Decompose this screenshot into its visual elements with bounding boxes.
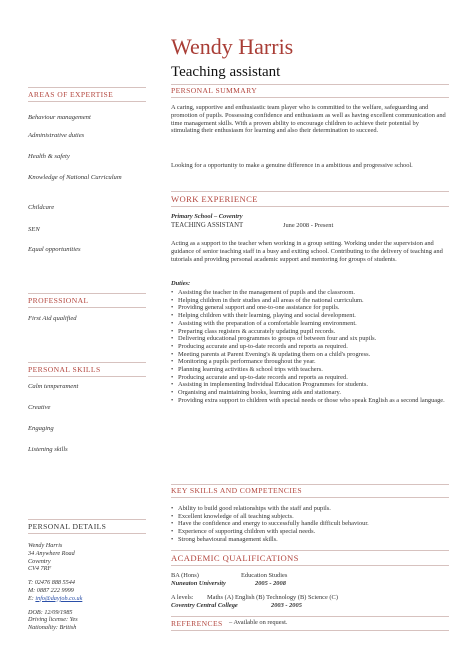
- divider: [28, 362, 146, 363]
- employment-dates: June 2008 - Present: [283, 222, 334, 229]
- email-label: E:: [28, 594, 36, 602]
- key-skills-heading: KEY SKILLS AND COMPETENCIES: [171, 486, 302, 495]
- email-link[interactable]: info@dayjob.co.uk: [35, 594, 83, 602]
- divider: [171, 191, 449, 192]
- list-item: • Preparing class registers & accurately updating pupil records.: [171, 328, 449, 336]
- skill-item: Calm temperament: [28, 383, 79, 390]
- expertise-item: Administrative duties: [28, 132, 85, 139]
- skill-item: Listening skills: [28, 446, 68, 453]
- detail-nationality: Nationality: British: [28, 624, 77, 632]
- position: TEACHING ASSISTANT: [171, 222, 244, 229]
- detail-licence: Driving license: Yes: [28, 616, 78, 624]
- duties-label: Duties:: [171, 280, 191, 287]
- expertise-item: Childcare: [28, 204, 55, 211]
- skill-item: Engaging: [28, 425, 54, 432]
- list-item: • Assisting the teacher in the management of pupils and the classroom.: [171, 289, 449, 297]
- job-title: Teaching assistant: [171, 64, 281, 80]
- list-item: • Producing accurate and up-to-date records and reports as required.: [171, 343, 449, 351]
- divider: [28, 519, 146, 520]
- divider: [171, 84, 449, 85]
- candidate-name: Wendy Harris: [171, 34, 294, 59]
- list-item: • Assisting with the preparation of a comfortable learning environment.: [171, 320, 449, 328]
- expertise-item: Health & safety: [28, 153, 70, 160]
- divider: [171, 97, 449, 98]
- detail-postcode: CV4 7RF: [28, 565, 52, 573]
- details-heading: PERSONAL DETAILS: [28, 522, 107, 531]
- list-item: • Providing extra support to children with special needs or those who speak English as a second language.: [171, 397, 449, 405]
- detail-address-line: Coventry: [28, 557, 51, 565]
- professional-heading: PROFESSIONAL: [28, 296, 89, 305]
- divider: [28, 101, 146, 102]
- summary-paragraph: A caring, supportive and enthusiastic team player who is committed to the welfare, safeguarding and promotion of pupils. Possessing confidence and enthusiasm as well as having excellent communication and time management skills. With a proven ability to encourage children to achieve their potential by stimulating their enthusiasm for learning and also their determination to succeed.: [171, 104, 446, 135]
- expertise-item: SEN: [28, 226, 40, 233]
- references-heading: REFERENCES: [171, 619, 223, 628]
- detail-address-line: 34 Anywhere Road: [28, 549, 75, 557]
- list-item: • Providing general support and one-to-one assistance for pupils.: [171, 304, 449, 312]
- divider: [28, 376, 146, 377]
- divider: [171, 550, 449, 551]
- key-skills-list: [171, 505, 449, 544]
- list-item: • Planning learning activities & school trips with teachers.: [171, 366, 449, 374]
- detail-dob: DOB: 12/09/1985: [28, 608, 73, 616]
- expertise-item: Knowledge of National Curriculum: [28, 174, 122, 181]
- list-item: • Organising and maintaining books, learning aids and stationary.: [171, 389, 449, 397]
- divider: [171, 565, 449, 566]
- divider: [171, 616, 449, 617]
- list-item: • Experience of supporting children with special needs.: [171, 528, 449, 536]
- degree-subject: Education Studies: [241, 572, 288, 579]
- summary-heading: PERSONAL SUMMARY: [171, 86, 258, 95]
- divider: [28, 533, 146, 534]
- college: Coventry Central College: [171, 602, 238, 609]
- professional-item: First Aid qualified: [28, 315, 77, 322]
- qualifications-heading: ACADEMIC QUALIFICATIONS: [171, 553, 299, 563]
- list-item: • Have the confidence and energy to successfully handle difficult behaviour.: [171, 520, 449, 528]
- detail-email: [28, 595, 146, 603]
- personal-details: [28, 542, 146, 632]
- expertise-item: Equal opportunities: [28, 246, 81, 253]
- detail-mobile: M: 0887 222 9999: [28, 586, 74, 594]
- duties-list: [171, 289, 449, 405]
- divider: [171, 484, 449, 485]
- list-item: • Delivering educational programmes to groups of between four and six pupils.: [171, 335, 449, 343]
- employer: Primary School – Coventry: [171, 213, 243, 220]
- skills-heading: PERSONAL SKILLS: [28, 365, 101, 374]
- list-item: • Monitoring a pupils performance throughout the year.: [171, 358, 449, 366]
- alevels-label: A levels:: [171, 594, 194, 601]
- detail-phone: T: 02476 888 5544: [28, 579, 75, 587]
- divider: [28, 307, 146, 308]
- list-item: • Helping children in their studies and all areas of the national curriculum.: [171, 297, 449, 305]
- list-item: • Helping children with their learning, playing and social development.: [171, 312, 449, 320]
- summary-paragraph: Looking for a opportunity to make a genuine difference in a ambitious and progressive school.: [171, 162, 413, 169]
- list-item: • Strong behavioural management skills.: [171, 536, 449, 544]
- areas-heading: AREAS OF EXPERTISE: [28, 90, 114, 99]
- divider: [28, 293, 146, 294]
- work-heading: WORK EXPERIENCE: [171, 194, 258, 204]
- university-years: 2005 - 2008: [255, 580, 286, 587]
- references-text: – Available on request.: [229, 619, 288, 626]
- degree: BA (Hons): [171, 572, 199, 579]
- college-years: 2003 - 2005: [271, 602, 302, 609]
- divider: [171, 497, 449, 498]
- role-description: Acting as a support to the teacher when working in a group setting. Working under the supervision and guidance of senior teaching staff in a busy and exiting school. Contributing to the delivery of teaching and tutorials and providing personal academic support and mentoring for groups of students.: [171, 240, 443, 263]
- list-item: • Excellent knowledge of all teaching subjects.: [171, 513, 449, 521]
- list-item: • Meeting parents at Parent Evening's & updating them on a child's progress.: [171, 351, 449, 359]
- list-item: • Ability to build good relationships with the staff and pupils.: [171, 505, 449, 513]
- divider: [171, 206, 449, 207]
- skill-item: Creative: [28, 404, 51, 411]
- detail-name: Wendy Harris: [28, 542, 63, 549]
- alevels-grades: Maths (A) English (B) Technology (B) Science (C): [207, 594, 338, 601]
- divider: [28, 87, 146, 88]
- divider: [171, 630, 449, 631]
- list-item: • Assisting in implementing Individual Education Programmes for students.: [171, 381, 449, 389]
- university: Nuneaton University: [171, 580, 226, 587]
- list-item: • Producing accurate and up-to-date records and reports as required.: [171, 374, 449, 382]
- expertise-item: Behaviour management: [28, 114, 91, 121]
